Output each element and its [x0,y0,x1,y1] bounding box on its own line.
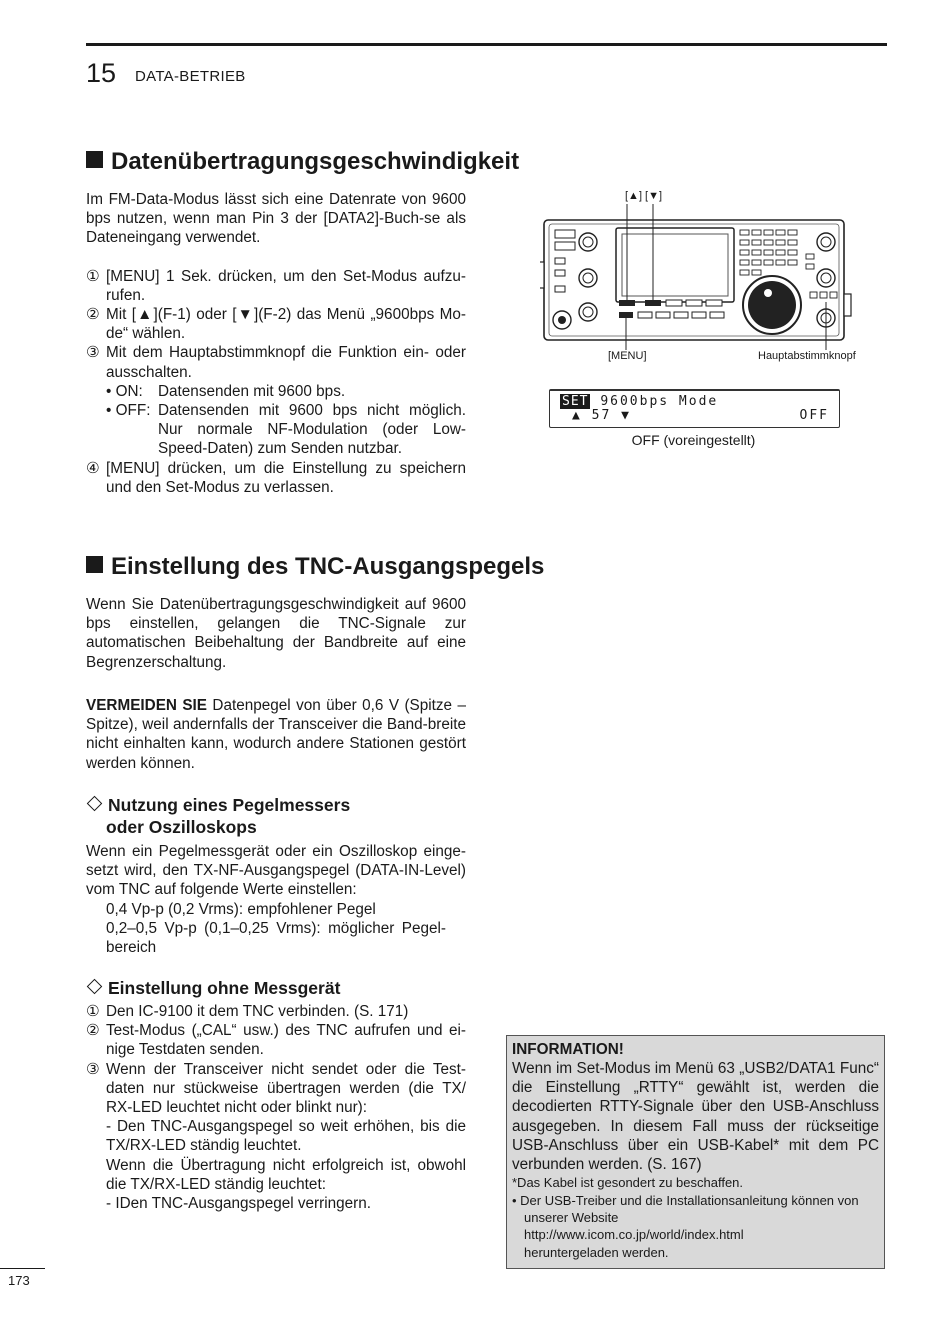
sub2-step-2: ② Test-Modus („CAL“ usw.) des TNC aufrufen und ei-nige Testdaten senden. [86,1022,466,1059]
sub2-body [86,1002,466,1213]
heading-square-icon [86,556,103,573]
lcd-value: OFF [799,408,829,423]
lcd-line2: ▲ 57 ▼ [572,408,631,423]
information-box [506,1035,885,1269]
chapter-title: DATA-BETRIEB [135,68,246,85]
diamond-icon [87,796,103,812]
section-heading-tnc-level: Einstellung des TNC-Ausgangspegels [86,552,544,582]
sub2-dash-1: - Den TNC-Ausgangspegel so weit erhöhen, bis die TX/RX-LED ständig leuchtet. [106,1118,466,1155]
diamond-icon [87,979,103,995]
page-number: 173 [8,1273,30,1288]
step-3: ③ Mit dem Hauptabstimmknopf die Funktion ein- oder ausschalten. [86,344,466,381]
lcd-caption: OFF (voreingestellt) [631,432,756,448]
section2-warning: VERMEIDEN SIE Datenpegel von über 0,6 V (Spitze – Spitze), weil andernfalls der Transceiver die Band-breite nicht einhalten kann, wodurch andere Stationen gestört werden können. [86,697,466,772]
section2-intro: Wenn Sie Datenübertragungsgeschwindigkeit auf 9600 bps einstellen, gelangen die TNC-Signale zur automatischen Beibehaltung der Bandbreite auf eine Begrenzerschaltung. [86,596,466,671]
recommended-level: 0,4 Vp-p (0,2 Vrms): empfohlener Pegel [106,900,376,918]
updown-label: [▲] [▼] [625,190,663,202]
lcd-line1: SET 9600bps Mode [562,394,719,409]
info-title: INFORMATION! [512,1041,624,1058]
step-2: ② Mit [▲](F-1) oder [▼](F-2) das Menü „9600bps Mo-de“ wählen. [86,306,466,343]
chapter-number: 15 [86,58,117,88]
bullet-on: • ON: Datensenden mit 9600 bps. [106,382,346,400]
transceiver-figure [540,190,870,365]
lcd-display [549,389,840,428]
possible-level-range: 0,2–0,5 Vp-p (0,1–0,25 Vrms): möglicher Pegel-bereich [106,919,446,957]
header-rule [86,43,887,46]
info-bullet: • Der USB-Treiber und die Installationsanleitung können von unserer Website [512,1192,859,1226]
info-body: Wenn im Set-Modus im Menü 63 „USB2/DATA1 Func“ die Einstellung „RTTY“ gewählt ist, werden die decodierten RTTY-Signale über den USB-Anschluss ausgegeben. In diesem Fall muss der rückseitige USB-Anschluss über ein USB-Kabel* mit dem PC verbunden werden. (S. 167) [512,1060,879,1174]
section1-body [86,190,466,497]
info-footnote: *Das Kabel ist gesondert zu beschaffen. [512,1175,744,1191]
step-1: ① [MENU] 1 Sek. drücken, um den Set-Modus aufzu-rufen. [86,267,466,304]
up-arrow-icon: ▲ [572,408,582,423]
step-4: ④ [MENU] drücken, um die Einstellung zu speichern und den Set-Modus zu verlassen. [86,459,466,496]
sub2-step-1: ① Den IC-9100 it dem TNC verbinden. (S. 171) [86,1003,409,1020]
bullet-off: • OFF: Datensenden mit 9600 bps nicht möglich. Nur normale NF-Modulation (oder Low-Speed-Daten) zum Senden nutzbar. [106,402,466,458]
footer-rule [0,1268,45,1269]
sub2-step-3: ③ Wenn der Transceiver nicht sendet oder die Test-daten nur stückweise übertragen werden (die TX/ RX-LED leuchtet nicht oder blinkt nur): [86,1060,466,1117]
transceiver-front-panel-icon [540,190,870,365]
info-url: http://www.icom.co.jp/world/index.html [524,1227,744,1243]
subheading-without-meter: Einstellung ohne Messgerät [86,977,340,999]
main-dial-label: Hauptabstimmknopf [758,350,856,362]
section1-intro: Im FM-Data-Modus lässt sich eine Datenrate von 9600 bps nutzen, wenn man Pin 3 der [DATA2]-Buch-se als Dateneingang verwendet. [86,191,466,247]
subheading-level-meter: Nutzung eines Pegelmessers oder Oszilloskops [86,794,350,838]
heading-square-icon [86,151,103,168]
sub2-note: Wenn die Übertragung nicht erfolgreich ist, obwohl die TX/RX-LED ständig leuchtet: [106,1156,466,1193]
sub1-body: Wenn ein Pegelmessgerät oder ein Oszilloskop einge-setzt wird, den TX-NF-Ausgangspegel (DATA-IN-Level) vom TNC auf folgende Werte einstellen: 0,4 Vp-p (0,2 Vrms): empfohlener Pegel 0,2–0,5 Vp-p (0,1–0,25 Vrms): möglicher Pegel-bereich [86,843,466,957]
menu-button-label: [MENU] [608,350,647,362]
info-bullet-end: heruntergeladen werden. [524,1244,669,1260]
section-heading-datarate: Datenübertragungsgeschwindigkeit [86,147,519,177]
sub2-dash-2: - IDen TNC-Ausgangspegel verringern. [106,1195,371,1213]
down-arrow-icon: ▼ [621,408,631,423]
